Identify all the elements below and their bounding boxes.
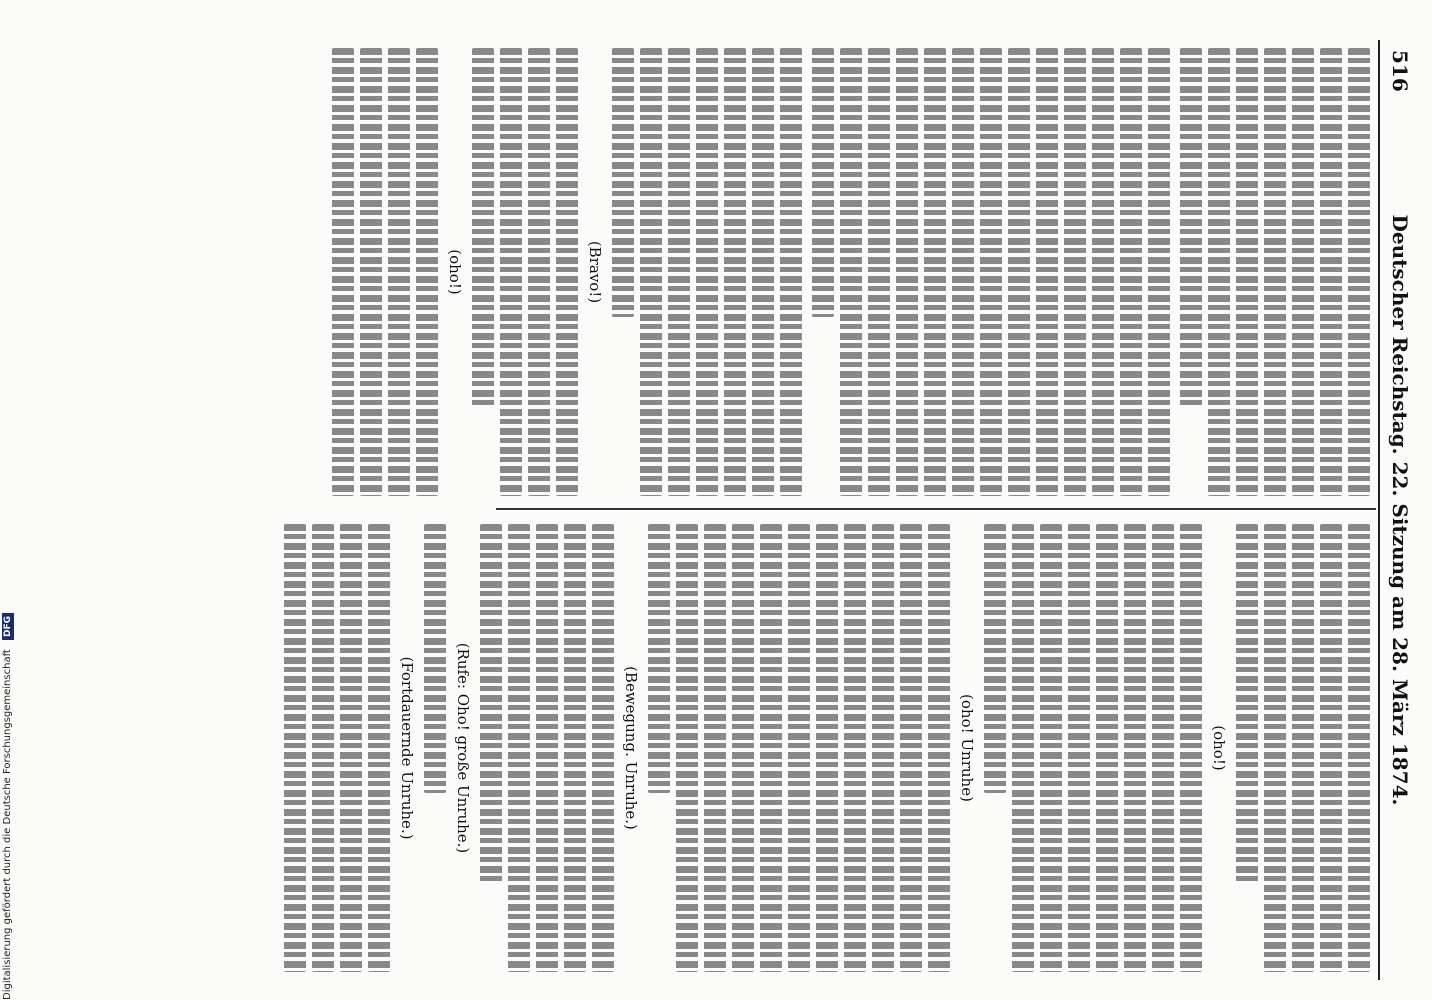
credit-text: Digitalisierung gefördert durch die Deutsche Forschungsgemeinschaft [2,649,13,1000]
digitization-credit [2,613,14,1000]
right-marker-3: (Bewegung. Unruhe.) [622,666,640,830]
right-marker-5: (Fortdauernde Unruhe.) [398,656,416,840]
left-column [446,48,1370,496]
right-marker-2: (oho! Unruhe) [958,694,976,802]
page-number: 516 [1388,50,1412,92]
rotated-content [36,40,1416,980]
right-marker-1: (oho!) [1210,725,1228,771]
left-marker-bravo: (Bravo!) [586,240,604,304]
column-rule [496,508,1376,510]
header-rule [1378,40,1380,980]
left-marker-oho: (oho!) [446,249,464,295]
page-title: Deutscher Reichstag. 22. Sitzung am 28. März 1874. [1388,214,1412,806]
right-marker-4: (Rufe: Oho! große Unruhe.) [454,642,472,854]
page-header [1382,40,1416,980]
dfg-logo: DFG [2,613,14,640]
right-column [398,524,1370,972]
